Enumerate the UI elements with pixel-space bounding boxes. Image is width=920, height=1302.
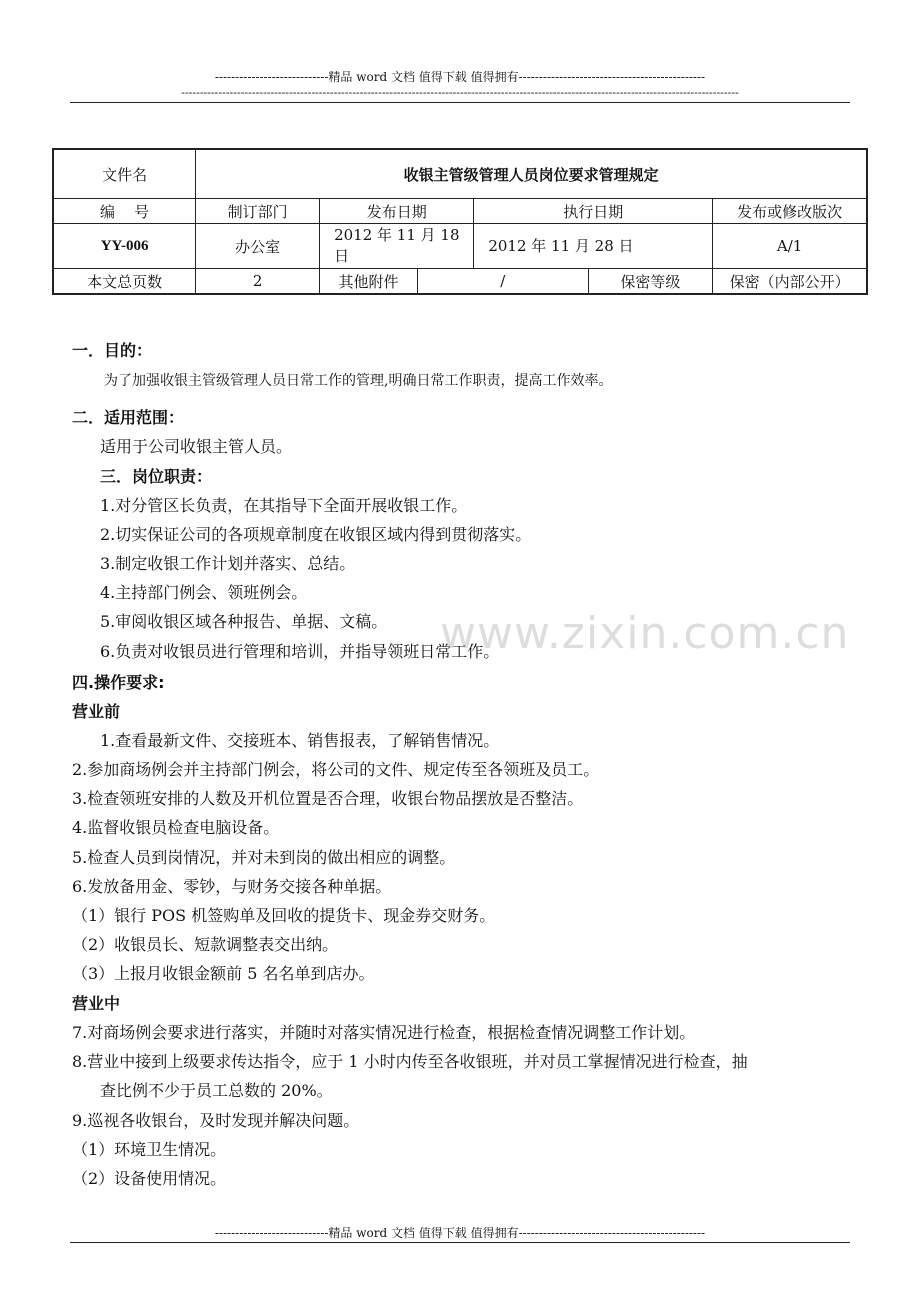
section-4-title: 四.操作要求: (72, 673, 165, 692)
list-item: 7.对商场例会要求进行落实，并随时对落实情况进行检查，根据检查情况调整工作计划。 (72, 1023, 696, 1042)
list-item: （1）银行 POS 机签购单及回收的提货卡、现金券交财务。 (72, 906, 496, 925)
pages-label: 本文总页数 (53, 269, 196, 295)
department-value: 办公室 (196, 224, 320, 269)
effective-date-label: 执行日期 (474, 199, 713, 224)
header-dash-line: ------------------------------------------------------------------------------------------------------------------------------------------------------ (181, 86, 739, 99)
secrecy-value: 保密（内部公开） (713, 269, 867, 295)
list-item: 查比例不少于员工总数的 20%。 (100, 1081, 333, 1100)
list-item: 3.制定收银工作计划并落实、总结。 (100, 554, 356, 573)
section-1-title: 一．目的： (72, 341, 153, 360)
publish-date-label: 发布日期 (320, 199, 474, 224)
section-2-text: 适用于公司收银主管人员。 (100, 437, 293, 456)
during-business-title: 营业中 (72, 994, 121, 1013)
list-item: 2.参加商场例会并主持部门例会，将公司的文件、规定传至各领班及员工。 (72, 760, 600, 779)
list-item: （3）上报月收银金额前 5 名名单到店办。 (72, 964, 375, 983)
code-label: 编 号 (53, 199, 196, 224)
list-item: 8.营业中接到上级要求传达指令，应于 1 小时内传至各收银班，并对员工掌握情况进行检查，抽 (72, 1052, 748, 1071)
dept-label: 制订部门 (196, 199, 320, 224)
document-title: 收银主管级管理人员岗位要求管理规定 (196, 149, 867, 199)
section-2-title: 二．适用范围： (72, 408, 185, 427)
secrecy-label: 保密等级 (588, 269, 713, 295)
list-item: 5.检查人员到岗情况，并对未到岗的做出相应的调整。 (72, 848, 456, 867)
section-1-text: 为了加强收银主管级管理人员日常工作的管理,明确日常工作职责，提高工作效率。 (104, 373, 613, 389)
version-value: A/1 (713, 224, 867, 269)
site-watermark: www.zixin.com.cn (440, 608, 850, 659)
list-item: 6.发放备用金、零钞，与财务交接各种单据。 (72, 877, 392, 896)
publish-date-value: 2012 年 11 月 18 日 (320, 224, 474, 269)
list-item: （2）设备使用情况。 (72, 1169, 227, 1188)
footer-rule (70, 1242, 850, 1243)
header-banner-text: ----------------------------精品 word 文档 值得下载 值得拥有---------------------------------------------- (214, 70, 706, 84)
list-item: （2）收银员长、短款调整表交出纳。 (72, 935, 339, 954)
list-item: 6.负责对收银员进行管理和培训，并指导领班日常工作。 (100, 642, 500, 661)
list-item: 4.主持部门例会、领班例会。 (100, 583, 308, 602)
document-info-table (52, 148, 868, 295)
version-label: 发布或修改版次 (713, 199, 867, 224)
list-item: 3.检查领班安排的人数及开机位置是否合理，收银台物品摆放是否整洁。 (72, 789, 584, 808)
attachment-label: 其他附件 (320, 269, 418, 295)
pages-value: 2 (196, 269, 320, 295)
list-item: 1.对分管区长负责，在其指导下全面开展收银工作。 (100, 496, 468, 515)
list-item: 9.巡视各收银台，及时发现并解决问题。 (72, 1111, 360, 1130)
before-business-title: 营业前 (72, 702, 121, 721)
list-item: 4.监督收银员检查电脑设备。 (72, 818, 280, 837)
list-item: 1.查看最新文件、交接班本、销售报表，了解销售情况。 (100, 731, 500, 750)
list-item: （1）环境卫生情况。 (72, 1140, 227, 1159)
effective-date-value: 2012 年 11 月 28 日 (474, 224, 713, 269)
footer-banner-text: ----------------------------精品 word 文档 值得下载 值得拥有---------------------------------------------- (214, 1226, 706, 1240)
filename-label: 文件名 (53, 149, 196, 199)
document-code: YY-006 (53, 224, 196, 269)
header-rule (70, 102, 850, 103)
list-item: 5.审阅收银区域各种报告、单据、文稿。 (100, 612, 388, 631)
attachment-value: / (417, 269, 588, 295)
list-item: 2.切实保证公司的各项规章制度在收银区域内得到贯彻落实。 (100, 525, 532, 544)
section-3-title: 三．岗位职责： (100, 467, 213, 486)
